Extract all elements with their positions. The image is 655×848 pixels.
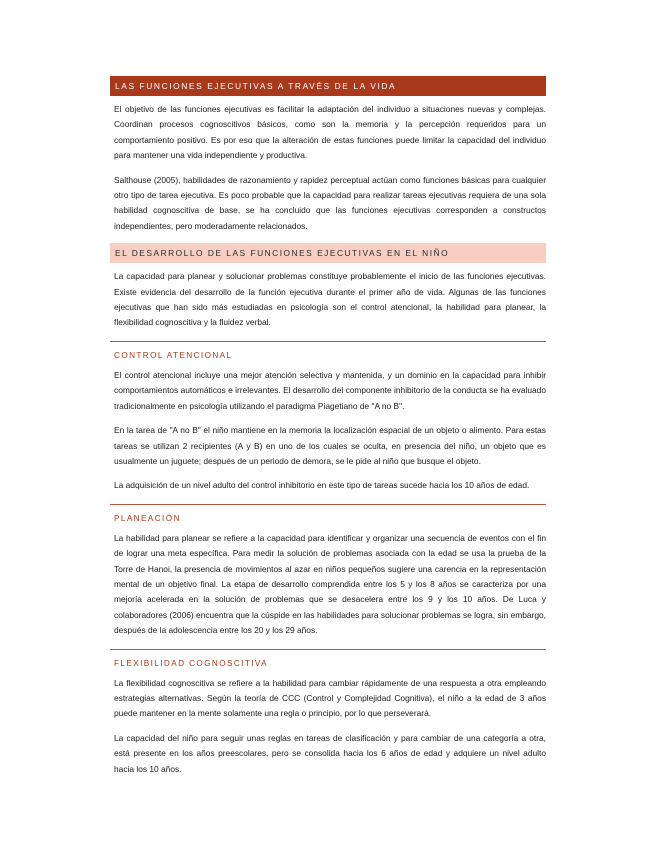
paragraph-development-1: La capacidad para planear y solucionar problemas constituye probablemente el inicio de las funciones ejecutivas. Existe evidencia del desarrollo de la función ejecutiva durante el primer año de vida. Algunas de las funciones ejecutivas que han sido más estudiadas en psicología son el control atencional, la habilidad para planear, la flexibilidad cognoscitiva y la fluidez verbal. <box>114 271 546 328</box>
subsection-title-planning: PLANEACIÓN <box>110 504 546 525</box>
subsection-title-flexibility: FLEXIBILIDAD COGNOSCITIVA <box>110 649 546 670</box>
paragraph-control-2: En la tarea de "A no B" el niño mantiene en la memoria la localización espacial de un objeto o alimento. Para estas tareas se utilizan 2 recipientes (A y B) en uno de los cuales se oculta, en presencia del niño, un objeto que es usualmente un juguete; después de un periodo de demora, se le pide al niño que busque el objeto. <box>114 425 546 466</box>
paragraph-control-1: El control atencional incluye una mejor atención selectiva y mantenida, y un dominio en la capacidad para inhibir comportamientos automáticos e irrelevantes. El desarrollo del componente inhibitorio de la conducta se ha evaluado tradicionalmente en psicología utilizando el paradigma Piagetiano de "A no B". <box>114 369 546 411</box>
paragraph-planning-1: La habilidad para planear se refiere a la capacidad para identificar y organizar una secuencia de eventos con el fin de lograr una meta específica. Para medir la solución de problemas asociada con la edad se usa la prueba de la Torre de Hanoi, la presencia de movimientos al azar en niños pequeños sugiere una carencia en la representación mental de un objetivo final. La etapa de desarrollo comprendida entre los 5 y los 8 años se caracteriza por una mejoría acelerada en la solución de problemas que se desacelera entre los 9 y los 10 años. De Luca y colaboradores (2006) encuentra que la cúspide en las habilidades para solucionar problemas se logra, sin embargo, después de la adolescencia entre los 20 y los 29 años. <box>114 532 546 636</box>
subsection-title-control: CONTROL ATENCIONAL <box>110 341 546 362</box>
paragraph-flexibility-2: La capacidad del niño para seguir unas reglas en tareas de clasificación y para cambiar de una categoría a otra, está presente en los años preescolares, pero se consolida hacia los 6 años de edad y adquiere un nivel adulto hacia los 10 años. <box>114 732 546 774</box>
paragraph-control-3: La adquisición de un nivel adulto del control inhibitorio en este tipo de tareas sucede hacia los 10 años de edad. <box>114 480 530 491</box>
section-title-main: LAS FUNCIONES EJECUTIVAS A TRAVÉS DE LA VIDA <box>110 76 546 96</box>
paragraph-flexibility-1: La flexibilidad cognoscitiva se refiere a la habilidad para cambiar rápidamente de una respuesta a otra empleando estrategias alternativas. Según la teoría de CCC (Control y Complejidad Cognitiva), el niño a la edad de 3 años puede mantener en la mente solamente una regla o principio, por lo que perseverará. <box>114 677 546 719</box>
paragraph-main-2: Salthouse (2005), habilidades de razonamiento y rapidez perceptual actúan como funciones básicas para cualquier otro tipo de tarea ejecutiva. Es poco probable que la capacidad para realizar tareas ejecutivas requiera de una sola habilidad cognoscitiva de base, se ha concluido que las funciones ejecutivas corresponden a constructos independientes, pero moderadamente relacionados. <box>114 174 546 231</box>
paragraph-main-1: El objetivo de las funciones ejecutivas es facilitar la adaptación del individuo a situaciones nuevas y complejas. Coordinan procesos cognoscitivos básicos, como son la memoria y la percepción requeridos para un comportamiento positivo. Es por eso que la alteración de estas funciones puede limitar la capacidad del individuo para mantener una vida independiente y productiva. <box>114 104 546 161</box>
section-title-development: EL DESARROLLO DE LAS FUNCIONES EJECUTIVAS EN EL NIÑO <box>110 243 546 263</box>
document-page <box>110 76 546 786</box>
